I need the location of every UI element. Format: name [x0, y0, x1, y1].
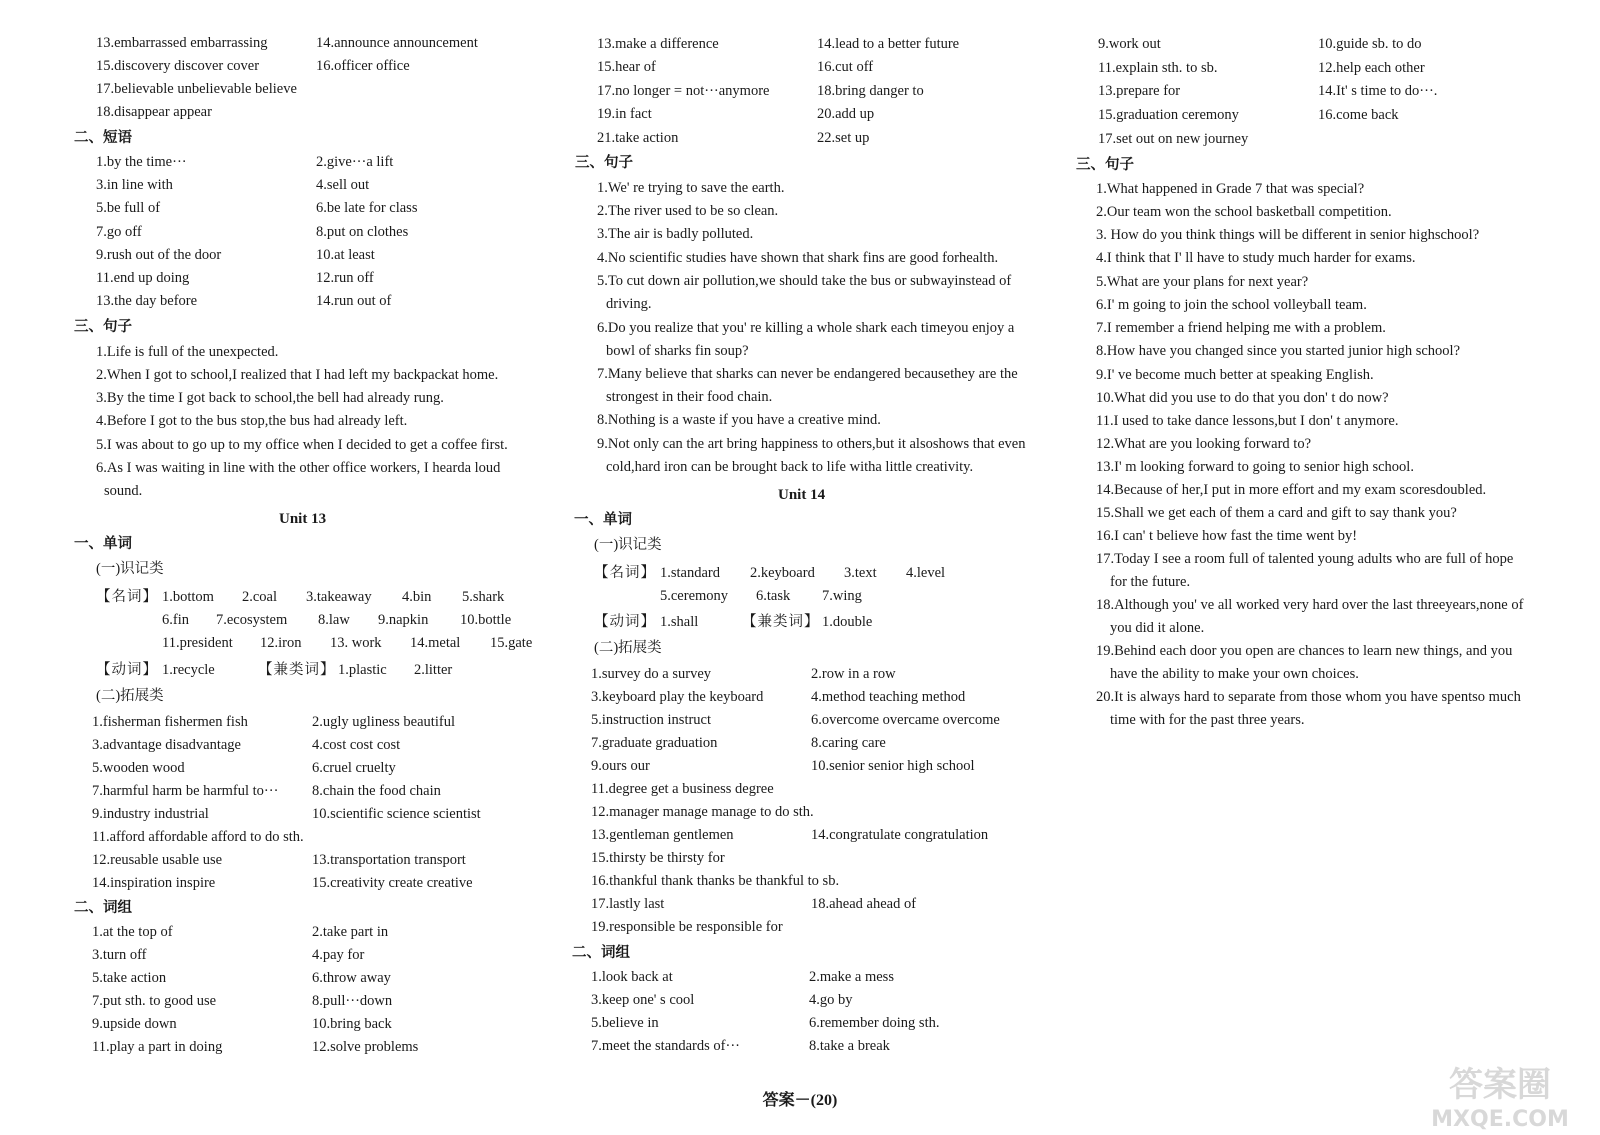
extension-item: 7.graduate graduation: [591, 735, 718, 751]
sentence: 6.As I was waiting in line with the other office workers, I hearda loud: [96, 460, 501, 476]
sentence: 1.What happened in Grade 7 that was special?: [1096, 181, 1365, 197]
sentence: 20.It is always hard to separate from those whom you have spentso much: [1096, 689, 1521, 705]
extension-item: 10.scientific science scientist: [312, 806, 481, 822]
multi-class-item: 1.double: [822, 614, 873, 630]
extension-item: 8.chain the food chain: [312, 783, 441, 799]
noun-item: 2.keyboard: [750, 565, 815, 581]
group-item: 5.take action: [92, 970, 167, 986]
group-item: 16.cut off: [817, 59, 874, 75]
sentence: 17.Today I see a room full of talented young adults who are full of hope: [1096, 551, 1514, 567]
group-item: 7.put sth. to good use: [92, 993, 217, 1009]
vocab-item: 17.believable unbelievable believe: [96, 81, 297, 97]
group-item: 8.pull···down: [312, 993, 393, 1009]
sentence: for the future.: [1110, 574, 1191, 590]
noun-item: 14.metal: [410, 635, 461, 651]
extension-item: 12.reusable usable use: [92, 852, 223, 868]
sentence: 6.I' m going to join the school volleyball team.: [1096, 297, 1367, 313]
subsection-heading: (二)拓展类: [96, 688, 164, 704]
phrase-item: 10.at least: [316, 247, 375, 263]
sentence: 4.I think that I' ll have to study much harder for exams.: [1096, 250, 1416, 266]
noun-item: 6.fin: [162, 612, 189, 628]
sentence: bowl of sharks fin soup?: [606, 343, 749, 359]
sentence: 3.The air is badly polluted.: [597, 226, 754, 242]
group-item: 11.play a part in doing: [92, 1039, 223, 1055]
sentence: 10.What did you use to do that you don' t do now?: [1096, 390, 1389, 406]
group-item: 15.graduation ceremony: [1098, 107, 1239, 123]
noun-item: 7.ecosystem: [216, 612, 288, 628]
group-item: 7.meet the standards of···: [591, 1038, 740, 1054]
group-item: 13.prepare for: [1098, 83, 1181, 99]
group-item: 16.come back: [1318, 107, 1399, 123]
group-item: 13.make a difference: [597, 36, 719, 52]
extension-item: 4.cost cost cost: [312, 737, 401, 753]
sentence: 1.We' re trying to save the earth.: [597, 180, 785, 196]
group-item: 6.remember doing sth.: [809, 1015, 940, 1031]
group-item: 12.help each other: [1318, 60, 1425, 76]
group-item: 5.believe in: [591, 1015, 659, 1031]
extension-item: 9.ours our: [591, 758, 650, 774]
sentence: 7.Many believe that sharks can never be endangered becausethey are the: [597, 366, 1018, 382]
extension-item: 11.degree get a business degree: [591, 781, 774, 797]
sentence: 2.The river used to be so clean.: [597, 203, 779, 219]
noun-item: 9.napkin: [378, 612, 429, 628]
section-heading: 三、句子: [575, 155, 633, 171]
sentence: 6.Do you realize that you' re killing a whole shark each timeyou enjoy a: [597, 320, 1015, 336]
noun-item: 15.gate: [490, 635, 533, 651]
unit-13-title: Unit 13: [279, 511, 327, 527]
phrase-item: 3.in line with: [96, 177, 173, 193]
group-item: 14.lead to a better future: [817, 36, 960, 52]
sentence: 3. How do you think things will be different in senior highschool?: [1096, 227, 1480, 243]
extension-item: 6.overcome overcame overcome: [811, 712, 1000, 728]
phrase-item: 9.rush out of the door: [96, 247, 222, 263]
section-heading: 三、句子: [1076, 157, 1134, 173]
sentence: 2.Our team won the school basketball competition.: [1096, 204, 1392, 220]
extension-item: 13.gentleman gentlemen: [591, 827, 734, 843]
sentence: 5.To cut down air pollution,we should take the bus or subwayinstead of: [597, 273, 1012, 289]
phrase-item: 7.go off: [96, 224, 142, 240]
phrase-item: 5.be full of: [96, 200, 161, 216]
sentence: strongest in their food chain.: [606, 389, 773, 405]
unit-14-title: Unit 14: [778, 487, 826, 503]
extension-item: 3.advantage disadvantage: [92, 737, 241, 753]
group-item: 2.take part in: [312, 924, 389, 940]
extension-item: 2.row in a row: [811, 666, 896, 682]
extension-item: 19.responsible be responsible for: [591, 919, 783, 935]
verb-label: 【动词】: [594, 614, 656, 630]
sentence: 8.How have you changed since you started junior high school?: [1096, 343, 1461, 359]
sentence: 16.I can' t believe how fast the time went by!: [1096, 528, 1358, 544]
page-footer: 答案－(20): [762, 1092, 838, 1109]
group-item: 9.work out: [1098, 36, 1161, 52]
watermark-bottom-text: MXQE.COM: [1431, 1107, 1569, 1132]
noun-label: 【名词】: [594, 565, 656, 581]
group-item: 3.turn off: [92, 947, 147, 963]
extension-item: 1.fisherman fishermen fish: [92, 714, 248, 730]
section-heading: 三、句子: [74, 319, 132, 335]
group-item: 9.upside down: [92, 1016, 177, 1032]
section-heading: 一、单词: [574, 512, 632, 528]
phrase-item: 12.run off: [316, 270, 374, 286]
noun-item: 1.bottom: [162, 589, 214, 605]
noun-item: 3.text: [844, 565, 877, 581]
sentence: sound.: [104, 483, 143, 499]
sentence: 4.Before I got to the bus stop,the bus had already left.: [96, 413, 408, 429]
vocab-item: 14.announce announcement: [316, 35, 478, 51]
extension-item: 13.transportation transport: [312, 852, 466, 868]
sentence: 11.I used to take dance lessons,but I don' t anymore.: [1096, 413, 1399, 429]
extension-item: 14.congratulate congratulation: [811, 827, 989, 843]
sentence: 13.I' m looking forward to going to senior high school.: [1096, 459, 1414, 475]
group-item: 4.go by: [809, 992, 853, 1008]
noun-item: 7.wing: [822, 588, 862, 604]
noun-item: 12.iron: [260, 635, 302, 651]
extension-item: 17.lastly last: [591, 896, 665, 912]
section-heading: 二、词组: [572, 945, 630, 961]
group-item: 12.solve problems: [312, 1039, 419, 1055]
group-item: 8.take a break: [809, 1038, 890, 1054]
phrase-item: 4.sell out: [316, 177, 370, 193]
group-item: 1.look back at: [591, 969, 673, 985]
noun-item: 10.bottle: [460, 612, 512, 628]
multi-class-label: 【兼类词】: [258, 662, 336, 678]
phrase-item: 14.run out of: [316, 293, 392, 309]
verb-label: 【动词】: [96, 662, 158, 678]
section-heading: 二、词组: [74, 900, 132, 916]
group-item: 2.make a mess: [809, 969, 894, 985]
extension-item: 5.wooden wood: [92, 760, 185, 776]
verb-item: 1.recycle: [162, 662, 215, 678]
extension-item: 15.thirsty be thirsty for: [591, 850, 725, 866]
phrase-item: 1.by the time···: [96, 154, 187, 170]
group-item: 21.take action: [597, 130, 679, 146]
extension-item: 4.method teaching method: [811, 689, 966, 705]
sentence: 12.What are you looking forward to?: [1096, 436, 1312, 452]
group-item: 1.at the top of: [92, 924, 173, 940]
subsection-heading: (一)识记类: [594, 537, 662, 553]
multi-class-label: 【兼类词】: [742, 614, 820, 630]
sentence: cold,hard iron can be brought back to life witha little creativity.: [606, 459, 974, 475]
noun-item: 13. work: [330, 635, 382, 651]
extension-item: 5.instruction instruct: [591, 712, 712, 728]
sentence: 5.I was about to go up to my office when I decided to get a coffee first.: [96, 437, 508, 453]
group-item: 14.It' s time to do···.: [1318, 83, 1438, 99]
group-item: 18.bring danger to: [817, 83, 924, 99]
vocab-item: 15.discovery discover cover: [96, 58, 260, 74]
sentence: 4.No scientific studies have shown that shark fins are good forhealth.: [597, 250, 999, 266]
sentence: 9.I' ve become much better at speaking English.: [1096, 367, 1374, 383]
sentence: have the ability to make your own choices.: [1110, 666, 1359, 682]
extension-item: 6.cruel cruelty: [312, 760, 396, 776]
group-item: 6.throw away: [312, 970, 391, 986]
extension-item: 11.afford affordable afford to do sth.: [92, 829, 304, 845]
noun-item: 11.president: [162, 635, 233, 651]
noun-item: 1.standard: [660, 565, 720, 581]
sentence: 1.Life is full of the unexpected.: [96, 344, 279, 360]
extension-item: 15.creativity create creative: [312, 875, 473, 891]
verb-item: 1.shall: [660, 614, 699, 630]
watermark-top-text: 答案圈: [1449, 1065, 1551, 1105]
multi-class-item: 2.litter: [414, 662, 453, 678]
sentence: you did it alone.: [1110, 620, 1205, 636]
group-item: 17.no longer = not···anymore: [597, 83, 770, 99]
group-item: 22.set up: [817, 130, 870, 146]
extension-item: 1.survey do a survey: [591, 666, 712, 682]
extension-item: 12.manager manage manage to do sth.: [591, 804, 814, 820]
phrase-item: 2.give···a lift: [316, 154, 394, 170]
group-item: 10.guide sb. to do: [1318, 36, 1422, 52]
extension-item: 16.thankful thank thanks be thankful to sb.: [591, 873, 840, 889]
phrase-item: 11.end up doing: [96, 270, 190, 286]
sentence: 9.Not only can the art bring happiness to others,but it alsoshows that even: [597, 436, 1026, 452]
extension-item: 2.ugly ugliness beautiful: [312, 714, 455, 730]
group-item: 17.set out on new journey: [1098, 131, 1249, 147]
extension-item: 8.caring care: [811, 735, 886, 751]
noun-item: 5.shark: [462, 589, 505, 605]
noun-label: 【名词】: [96, 589, 158, 605]
extension-item: 14.inspiration inspire: [92, 875, 216, 891]
phrase-item: 6.be late for class: [316, 200, 418, 216]
sentence: time with for the past three years.: [1110, 712, 1305, 728]
multi-class-item: 1.plastic: [338, 662, 387, 678]
noun-item: 6.task: [756, 588, 791, 604]
sentence: 15.Shall we get each of them a card and gift to say thank you?: [1096, 505, 1457, 521]
group-item: 4.pay for: [312, 947, 365, 963]
phrase-item: 13.the day before: [96, 293, 198, 309]
extension-item: 3.keyboard play the keyboard: [591, 689, 764, 705]
sentence: driving.: [606, 296, 652, 312]
sentence: 7.I remember a friend helping me with a problem.: [1096, 320, 1386, 336]
noun-item: 4.level: [906, 565, 946, 581]
group-item: 19.in fact: [597, 106, 652, 122]
vocab-item: 18.disappear appear: [96, 104, 212, 120]
noun-item: 3.takeaway: [306, 589, 372, 605]
phrase-item: 8.put on clothes: [316, 224, 409, 240]
group-item: 15.hear of: [597, 59, 656, 75]
group-item: 11.explain sth. to sb.: [1098, 60, 1218, 76]
sentence: 3.By the time I got back to school,the bell had already rung.: [96, 390, 444, 406]
noun-item: 8.law: [318, 612, 350, 628]
subsection-heading: (二)拓展类: [594, 640, 662, 656]
extension-item: 7.harmful harm be harmful to···: [92, 783, 279, 799]
watermark-logo: [1408, 1060, 1588, 1132]
sentence: 2.When I got to school,I realized that I had left my backpackat home.: [96, 367, 499, 383]
vocab-item: 16.officer office: [316, 58, 410, 74]
noun-item: 4.bin: [402, 589, 432, 605]
sentence: 8.Nothing is a waste if you have a creative mind.: [597, 412, 881, 428]
section-heading: 一、单词: [74, 536, 132, 552]
extension-item: 10.senior senior high school: [811, 758, 975, 774]
sentence: 18.Although you' ve all worked very hard over the last threeyears,none of: [1096, 597, 1524, 613]
noun-item: 2.coal: [242, 589, 278, 605]
noun-item: 5.ceremony: [660, 588, 729, 604]
extension-item: 9.industry industrial: [92, 806, 209, 822]
extension-item: 18.ahead ahead of: [811, 896, 917, 912]
group-item: 10.bring back: [312, 1016, 392, 1032]
subsection-heading: (一)识记类: [96, 561, 164, 577]
sentence: 19.Behind each door you open are chances to learn new things, and you: [1096, 643, 1513, 659]
section-heading: 二、短语: [74, 130, 132, 146]
group-item: 3.keep one' s cool: [591, 992, 695, 1008]
sentence: 5.What are your plans for next year?: [1096, 274, 1309, 290]
vocab-item: 13.embarrassed embarrassing: [96, 35, 268, 51]
sentence: 14.Because of her,I put in more effort and my exam scoresdoubled.: [1096, 482, 1487, 498]
group-item: 20.add up: [817, 106, 875, 122]
